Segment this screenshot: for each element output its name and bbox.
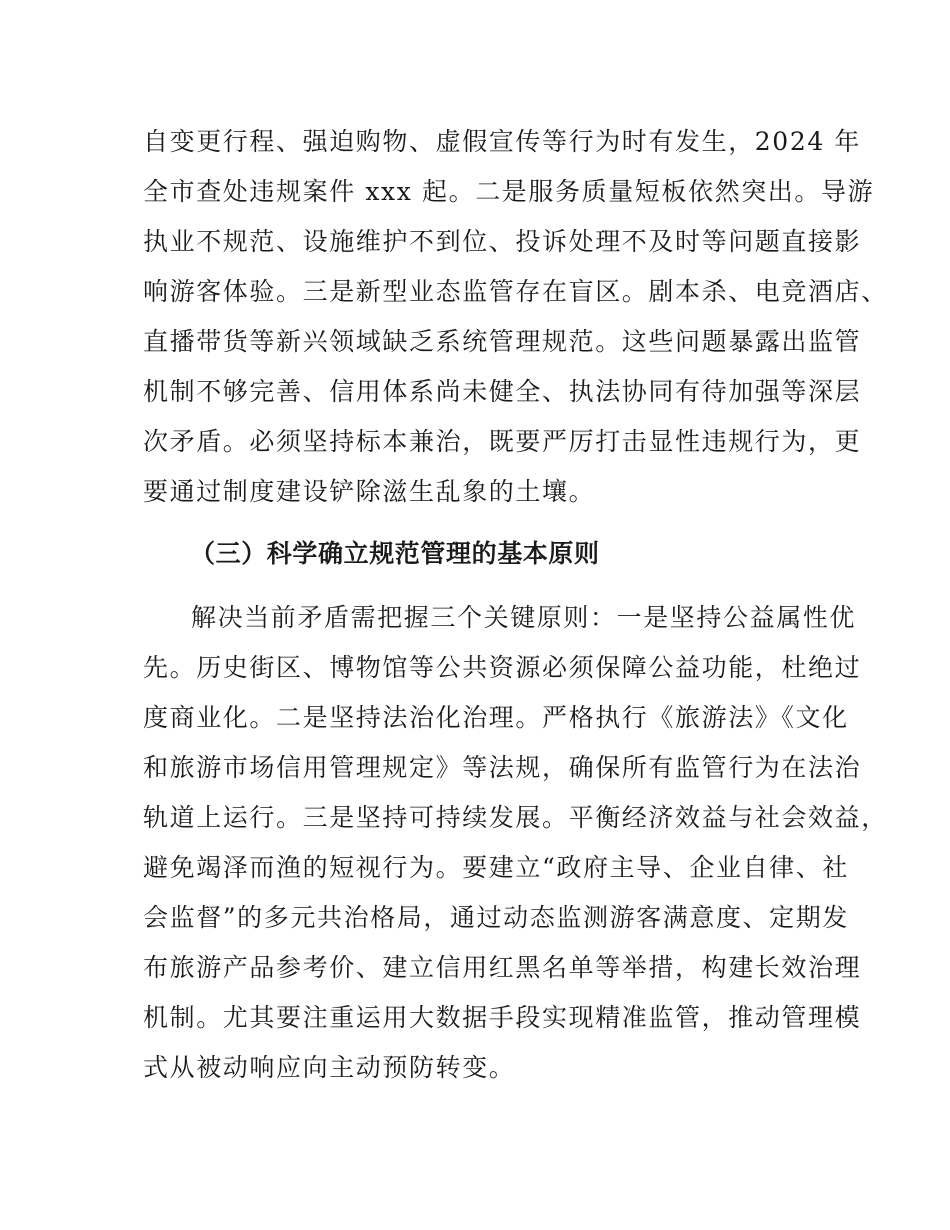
text-line: 机制。尤其要注重运用大数据手段实现精准监管，推动管理模 [143,1003,862,1032]
text-line: 先。历史街区、博物馆等公共资源必须保障公益功能，杜绝过 [143,653,862,682]
text-line: 布旅游产品参考价、建立信用红黑名单等举措，构建长效治理 [143,953,862,982]
text-line: 解决当前矛盾需把握三个关键原则：一是坚持公益属性优 [191,603,857,632]
text-line: 和旅游市场信用管理规定》等法规，确保所有监管行为在法治 [143,753,862,782]
text-line: 度商业化。二是坚持法治化治理。严格执行《旅游法》《文化 [143,703,849,732]
text-line: 轨道上运行。三是坚持可持续发展。平衡经济效益与社会效益， [143,803,888,832]
text-line: 次矛盾。必须坚持标本兼治，既要严厉打击显性违规行为，更 [143,427,862,456]
text-line: 全市查处违规案件 xxx 起。二是服务质量短板依然突出。导游 [143,177,875,206]
text-line: 避免竭泽而渔的短视行为。要建立“政府主导、企业自律、社 [143,853,849,882]
text-line: 直播带货等新兴领域缺乏系统管理规范。这些问题暴露出监管 [143,327,862,356]
text-line: 要通过制度建设铲除滋生乱象的土壤。 [143,477,596,506]
text-line: 自变更行程、强迫购物、虚假宣传等行为时有发生，2024 年 [143,127,861,156]
text-line: 执业不规范、设施维护不到位、投诉处理不及时等问题直接影 [143,227,862,256]
text-line: 式从被动响应向主动预防转变。 [143,1053,516,1082]
text-line: 会监督”的多元共治格局，通过动态监测游客满意度、定期发 [143,903,849,932]
section-heading: （三）科学确立规范管理的基本原则 [190,539,600,568]
text-line: 响游客体验。三是新型业态监管存在盲区。剧本杀、电竞酒店、 [143,277,888,306]
text-line: 机制不够完善、信用体系尚未健全、执法协同有待加强等深层 [143,377,862,406]
